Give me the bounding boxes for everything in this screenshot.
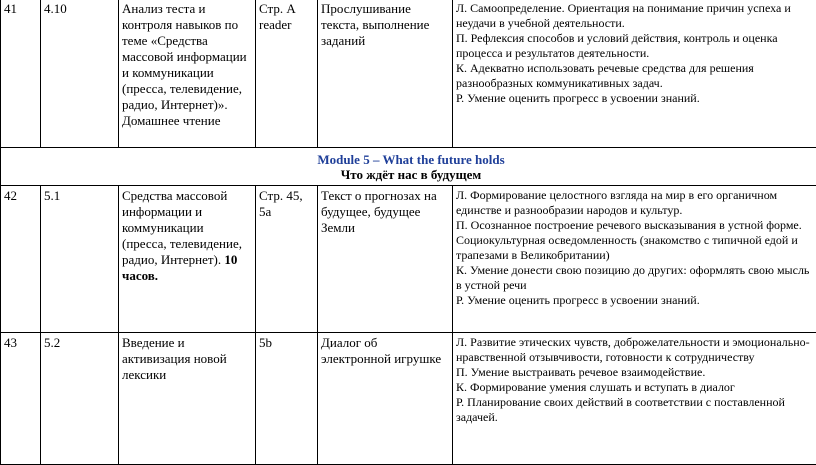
page-reference: Стр. A reader — [256, 0, 318, 148]
row-number: 42 — [1, 186, 41, 333]
outcome-cognitive: П. Осознанное построение речевого высказывания в устной форме. Социокультурная осведомленность (знакомство с типичной едой и трапезами в Великобритании) — [456, 218, 816, 263]
row-number: 41 — [1, 0, 41, 148]
outcome-regulatory: Р. Планирование своих действий в соответствии с поставленной задачей. — [456, 395, 816, 425]
learning-outcomes — [453, 186, 816, 333]
outcome-communicative: К. Формирование умения слушать и вступать в диалог — [456, 380, 816, 395]
page-reference: 5b — [256, 333, 318, 465]
outcome-cognitive: П. Умение выстраивать речевое взаимодействие. — [456, 365, 816, 380]
lesson-hours: 10 часов. — [122, 252, 237, 283]
row-number: 43 — [1, 333, 41, 465]
lesson-topic — [119, 186, 256, 333]
outcome-regulatory: Р. Умение оценить прогресс в усвоении знаний. — [456, 293, 816, 308]
lesson-topic: Анализ теста и контроля навыков по теме «Средства массовой информации и коммуникации (пресса, телевидение, радио, Интернет)». Домашнее чтение — [119, 0, 256, 148]
learning-outcomes — [453, 333, 816, 465]
outcome-personal: Л. Формирование целостного взгляда на мир в его органичном единстве и разнообразии народов и культур. — [456, 188, 816, 218]
lesson-activity: Текст о прогнозах на будущее, будущее Земли — [318, 186, 453, 333]
module-title-en: Module 5 – What the future holds — [5, 152, 816, 167]
table-row — [1, 186, 816, 333]
lesson-number: 5.1 — [41, 186, 119, 333]
outcome-personal: Л. Развитие этических чувств, доброжелательности и эмоционально-нравственной отзывчивости, готовности к сотрудничеству — [456, 335, 816, 365]
table-row — [1, 333, 816, 465]
module-header-row — [1, 148, 816, 186]
table-row — [1, 0, 816, 148]
lesson-activity: Диалог об электронной игрушке — [318, 333, 453, 465]
outcome-cognitive: П. Рефлексия способов и условий действия, контроль и оценка процесса и результатов деятельности. — [456, 31, 816, 61]
lesson-topic-text: Средства массовой информации и коммуникации (пресса, телевидение, радио, Интернет). — [122, 188, 242, 267]
lesson-number: 4.10 — [41, 0, 119, 148]
lesson-activity: Прослушивание текста, выполнение заданий — [318, 0, 453, 148]
outcome-regulatory: Р. Умение оценить прогресс в усвоении знаний. — [456, 91, 816, 106]
module-header — [1, 148, 816, 186]
lesson-number: 5.2 — [41, 333, 119, 465]
outcome-communicative: К. Адекватно использовать речевые средства для решения разнообразных коммуникативных задач. — [456, 61, 816, 91]
lesson-topic: Введение и активизация новой лексики — [119, 333, 256, 465]
module-title-ru: Что ждёт нас в будущем — [5, 167, 816, 182]
learning-outcomes — [453, 0, 816, 148]
outcome-personal: Л. Самоопределение. Ориентация на понимание причин успеха и неудачи в учебной деятельности. — [456, 1, 816, 31]
page-reference: Стр. 45, 5a — [256, 186, 318, 333]
outcome-communicative: К. Умение донести свою позицию до других: оформлять свою мысль в устной речи — [456, 263, 816, 293]
